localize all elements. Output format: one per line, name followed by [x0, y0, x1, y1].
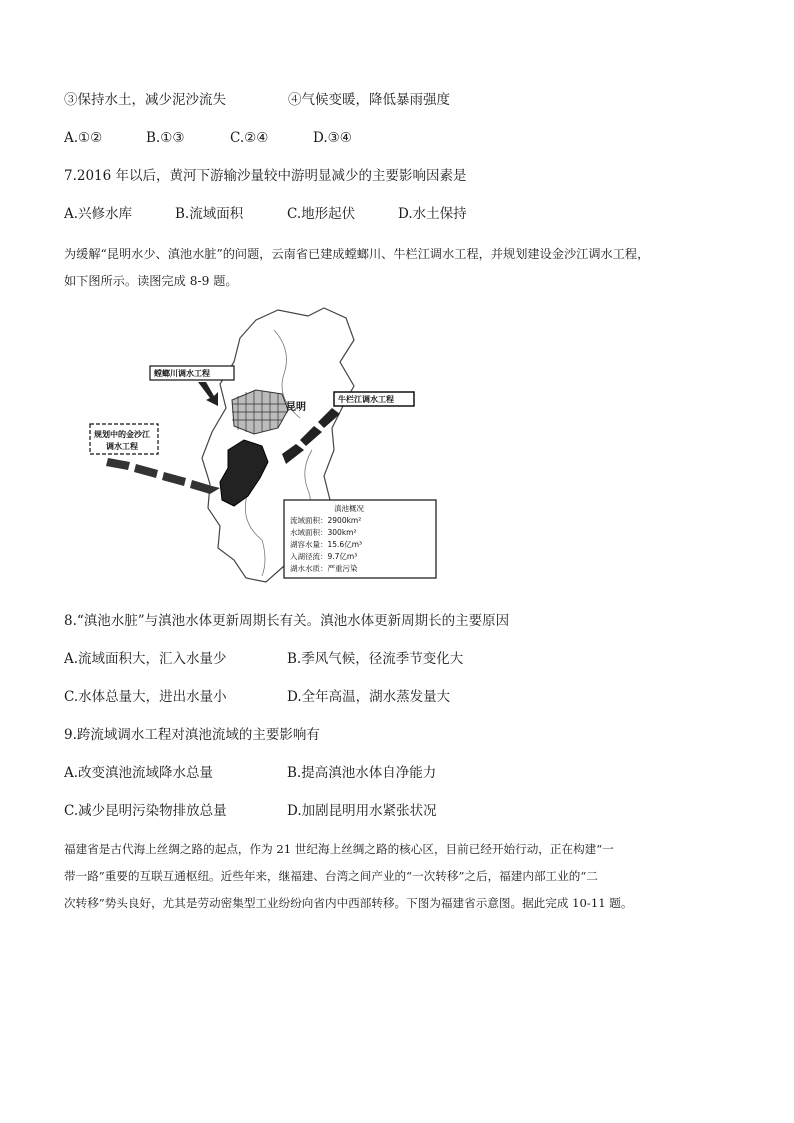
- q7-option-c: C.地形起伏: [287, 206, 356, 222]
- intro2-line2: 带一路”重要的互联互通枢纽。近些年来，继福建、台湾之间产业的“一次转移”之后，福建内部工业的“二: [64, 869, 598, 883]
- panel-row-4: 入湖径流：9.7亿m³: [290, 552, 358, 561]
- jinshajiang-label-line1: 规划中的金沙江: [94, 430, 150, 439]
- dianchi-info-panel: [284, 500, 436, 578]
- tanglangchuan-label: 螳螂川调水工程: [154, 369, 210, 378]
- q8-option-b: B.季风气候，径流季节变化大: [287, 651, 464, 667]
- intro2-line3: 次转移”势头良好，尤其是劳动密集型工业纷纷向省内中西部转移。下图为福建省示意图。据此完成 10-11 题。: [64, 896, 633, 910]
- q9-option-c: C.减少昆明污染物排放总量: [64, 803, 227, 819]
- panel-row-5: 湖水水质：严重污染: [290, 564, 358, 573]
- q6-answer-b: B.①③: [146, 130, 185, 146]
- q8-option-c: C.水体总量大，进出水量小: [64, 689, 227, 705]
- panel-title: 滇池概况: [334, 504, 364, 513]
- q9-option-b: B.提高滇池水体自净能力: [287, 765, 437, 781]
- q6-option-4: ④气候变暖，降低暴雨强度: [288, 92, 450, 108]
- kunming-urban-area: [232, 390, 288, 434]
- tanglangchuan-arrow: [198, 382, 218, 406]
- intro2-line1: 福建省是古代海上丝绸之路的起点，作为 21 世纪海上丝绸之路的核心区，目前已经开始行动，正在构建“一: [64, 842, 614, 856]
- dianchi-water-transfer-map: [78, 300, 458, 590]
- intro1-line1: 为缓解“昆明水少、滇池水脏”的问题，云南省已建成螳螂川、牛栏江调水工程，并规划建设金沙江调水工程，: [64, 247, 650, 261]
- panel-row-3: 湖容水量：15.6亿m³: [290, 540, 363, 549]
- intro1-line2: 如下图所示。读图完成 8-9 题。: [64, 274, 238, 288]
- q7-stem: 7.2016 年以后，黄河下游输沙量较中游明显减少的主要影响因素是: [64, 168, 467, 184]
- q7-option-d: D.水土保持: [398, 206, 467, 222]
- jinshajiang-planned-arrow: [106, 458, 220, 494]
- intro-paragraph-1: [64, 241, 744, 295]
- q8-option-d: D.全年高温，湖水蒸发量大: [287, 689, 451, 705]
- q7-option-b: B.流域面积: [175, 206, 244, 222]
- q9-option-a: A.改变滇池流域降水总量: [64, 765, 214, 781]
- q6-answer-d: D.③④: [313, 130, 352, 146]
- q7-option-a: A.兴修水库: [64, 206, 133, 222]
- panel-row-2: 水域面积：300km²: [290, 528, 357, 537]
- niulanjiang-label: 牛栏江调水工程: [338, 395, 394, 404]
- q8-option-a: A.流域面积大，汇入水量少: [64, 651, 227, 667]
- q6-answer-a: A.①②: [64, 130, 103, 146]
- q9-option-d: D.加剧昆明用水紧张状况: [287, 803, 437, 819]
- q6-answer-c: C.②④: [230, 130, 269, 146]
- jinshajiang-label-line2: 调水工程: [106, 442, 138, 451]
- intro-paragraph-2: [64, 836, 744, 917]
- q8-stem: 8.“滇池水脏”与滇池水体更新周期长有关。滇池水体更新周期长的主要原因: [64, 613, 510, 629]
- kunming-label: 昆明: [286, 402, 306, 413]
- q6-option-3: ③保持水土，减少泥沙流失: [64, 92, 226, 108]
- q9-stem: 9.跨流域调水工程对滇池流域的主要影响有: [64, 727, 320, 743]
- dianchi-lake: [220, 440, 268, 506]
- panel-row-1: 流域面积：2900km²: [290, 516, 362, 525]
